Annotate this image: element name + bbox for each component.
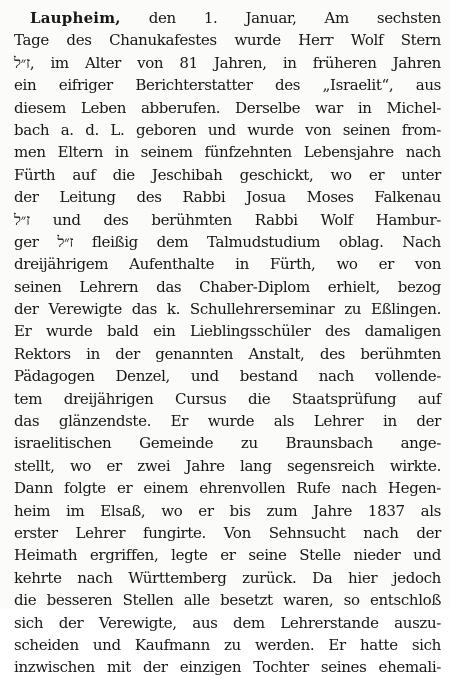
article-line: Heimath ergriffen, legte er seine Stelle nieder und xyxy=(14,546,441,565)
dateline: Laupheim, xyxy=(30,9,121,27)
article-line: ז״ל und des berühmten Rabbi Wolf Hambur- xyxy=(14,210,441,229)
article-line: das glänzendste. Er wurde als Lehrer in der xyxy=(14,412,441,431)
article-line: seinen Lehrern das Chaber-Diplom erhielt, bezog xyxy=(14,277,441,296)
article-line: men Eltern in seinem fünfzehnten Lebensjahre nach xyxy=(14,143,441,162)
article-line: der Verewigte das k. Schullehrerseminar zu Eßlingen. xyxy=(14,300,441,319)
article-line: ger ז״ל fleißig dem Talmudstudium oblag. Nach xyxy=(14,232,441,251)
article-line: die besseren Stellen alle besetzt waren, so entschloß xyxy=(14,591,441,610)
article-line: tem dreijährigen Cursus die Staatsprüfung auf xyxy=(14,389,441,408)
article-line: israelitischen Gemeinde zu Braunsbach ange- xyxy=(14,434,441,453)
article-line: ein eifriger Berichterstatter des „Israelit“, aus xyxy=(14,76,441,95)
article-line: der Leitung des Rabbi Josua Moses Falkenau xyxy=(14,188,441,207)
article-line: kehrte nach Württemberg zurück. Da hier jedoch xyxy=(14,568,441,587)
article-line: ז״ל, im Alter von 81 Jahren, in früheren Jahren xyxy=(14,53,441,72)
article-line: Fürth auf die Jeschibah geschickt, wo er unter xyxy=(14,165,441,184)
article-line: dreijährigem Aufenthalte in Fürth, wo er von xyxy=(14,255,441,274)
article-line: stellt, wo er zwei Jahre lang segensreich wirkte. xyxy=(14,456,441,475)
article-line: bach a. d. L. geboren und wurde von seinen from- xyxy=(14,120,441,139)
article-line: sich der Verewigte, aus dem Lehrerstande auszu- xyxy=(14,613,441,632)
article-line: erster Lehrer fungirte. Von Sehnsucht nach der xyxy=(14,523,441,542)
article-line xyxy=(14,7,441,29)
article-line: Er wurde bald ein Lieblingsschüler des damaligen xyxy=(14,322,441,341)
article-line: diesem Leben abberufen. Derselbe war in Michel- xyxy=(14,98,441,117)
article-line: Pädagogen Denzel, und bestand nach vollende- xyxy=(14,367,441,386)
obituary-article xyxy=(14,7,441,679)
article-line: Dann folgte er einem ehrenvollen Rufe nach Hegen- xyxy=(14,479,441,498)
article-line: scheiden und Kaufmann zu werden. Er hatte sich xyxy=(14,635,441,654)
article-line: Tage des Chanukafestes wurde Herr Wolf Stern xyxy=(14,31,441,50)
article-line-text: den 1. Januar, Am sechsten xyxy=(120,9,441,27)
article-line: heim im Elsaß, wo er bis zum Jahre 1837 als xyxy=(14,501,441,520)
article-line: inzwischen mit der einzigen Tochter seines ehemali- xyxy=(14,658,441,677)
article-line: Rektors in der genannten Anstalt, des berühmten xyxy=(14,344,441,363)
